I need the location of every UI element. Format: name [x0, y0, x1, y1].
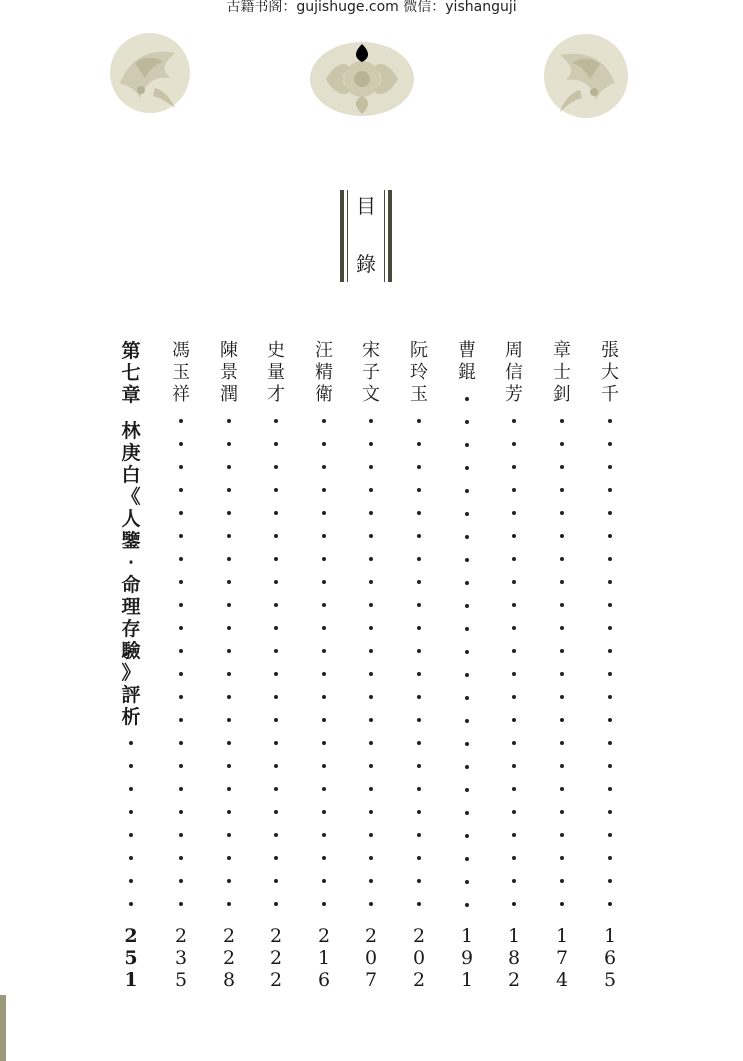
- leader-dot: [369, 626, 373, 630]
- leader-dot: [512, 534, 516, 538]
- phoenix-medallion-icon: [105, 28, 195, 118]
- leader-dot: [369, 603, 373, 607]
- leader-dot: [369, 649, 373, 653]
- leader-dot: [369, 810, 373, 814]
- leader-dot: [227, 856, 231, 860]
- leader-dot: [274, 649, 278, 653]
- toc-title: [340, 190, 392, 282]
- leader-dot: [369, 741, 373, 745]
- leader-dot: [322, 626, 326, 630]
- leader-dots: [597, 410, 623, 916]
- leader-dot: [369, 442, 373, 446]
- toc-entry-title: 曹 錕: [458, 340, 476, 383]
- leader-dot: [417, 902, 421, 906]
- leader-dot: [465, 443, 469, 447]
- leader-dot: [417, 764, 421, 768]
- leader-dot: [274, 856, 278, 860]
- leader-dot: [179, 672, 183, 676]
- leader-dot: [560, 603, 564, 607]
- leader-dot: [512, 810, 516, 814]
- leader-dot: [608, 718, 612, 722]
- leader-dot: [369, 764, 373, 768]
- leader-dot: [608, 833, 612, 837]
- leader-dot: [512, 741, 516, 745]
- leader-dots: [501, 410, 527, 916]
- toc-entry[interactable]: [263, 340, 289, 1000]
- leader-dot: [227, 488, 231, 492]
- leader-dot: [465, 535, 469, 539]
- leader-dot: [179, 649, 183, 653]
- leader-dot: [512, 856, 516, 860]
- leader-dot: [179, 741, 183, 745]
- leader-dot: [560, 741, 564, 745]
- leader-dot: [465, 742, 469, 746]
- toc-page-number: 1 9 1: [460, 925, 474, 991]
- leader-dot: [322, 741, 326, 745]
- leader-dot: [512, 879, 516, 883]
- leader-dot: [465, 489, 469, 493]
- leader-dot: [227, 902, 231, 906]
- leader-dot: [129, 787, 133, 791]
- leader-dot: [322, 672, 326, 676]
- floral-medallion-icon: [306, 38, 418, 120]
- leader-dot: [274, 672, 278, 676]
- leader-dot: [322, 718, 326, 722]
- leader-dot: [369, 465, 373, 469]
- toc-page-number: 2 0 7: [364, 925, 378, 991]
- leader-dot: [417, 442, 421, 446]
- toc-title-char: 錄: [356, 252, 376, 276]
- toc-entry[interactable]: [549, 340, 575, 1000]
- leader-dot: [227, 649, 231, 653]
- leader-dot: [179, 856, 183, 860]
- leader-dot: [369, 511, 373, 515]
- leader-dot: [227, 879, 231, 883]
- leader-dot: [608, 879, 612, 883]
- leader-dot: [227, 833, 231, 837]
- leader-dot: [129, 902, 133, 906]
- leader-dot: [608, 856, 612, 860]
- leader-dot: [512, 718, 516, 722]
- leader-dot: [179, 488, 183, 492]
- leader-dot: [560, 718, 564, 722]
- leader-dot: [369, 580, 373, 584]
- toc-entry-title: 張 大 千: [601, 340, 619, 405]
- leader-dot: [129, 810, 133, 814]
- leader-dot: [322, 488, 326, 492]
- leader-dot: [608, 787, 612, 791]
- leader-dot: [274, 580, 278, 584]
- toc-entry[interactable]: [406, 340, 432, 1000]
- leader-dot: [465, 788, 469, 792]
- leader-dot: [274, 511, 278, 515]
- leader-dots: [216, 410, 242, 916]
- leader-dot: [274, 902, 278, 906]
- leader-dot: [322, 557, 326, 561]
- leader-dot: [560, 649, 564, 653]
- leader-dot: [608, 810, 612, 814]
- toc-entry-title: 汪 精 衛: [315, 340, 333, 405]
- leader-dot: [179, 603, 183, 607]
- leader-dot: [322, 695, 326, 699]
- leader-dot: [465, 673, 469, 677]
- leader-dot: [417, 534, 421, 538]
- leader-dot: [417, 419, 421, 423]
- leader-dot: [369, 718, 373, 722]
- leader-dots: [358, 410, 384, 916]
- leader-dot: [179, 580, 183, 584]
- leader-dots: [118, 732, 144, 916]
- leader-dot: [465, 834, 469, 838]
- toc-entry[interactable]: [501, 340, 527, 1000]
- leader-dot: [179, 718, 183, 722]
- page-edge: [0, 995, 6, 1061]
- leader-dot: [227, 672, 231, 676]
- leader-dot: [369, 557, 373, 561]
- leader-dot: [179, 902, 183, 906]
- leader-dot: [560, 764, 564, 768]
- leader-dot: [417, 488, 421, 492]
- leader-dot: [274, 833, 278, 837]
- leader-dot: [560, 695, 564, 699]
- leader-dot: [179, 511, 183, 515]
- leader-dot: [227, 764, 231, 768]
- leader-dot: [512, 649, 516, 653]
- leader-dot: [369, 488, 373, 492]
- leader-dot: [417, 695, 421, 699]
- leader-dot: [227, 741, 231, 745]
- leader-dot: [512, 580, 516, 584]
- leader-dot: [512, 833, 516, 837]
- leader-dot: [560, 787, 564, 791]
- leader-dot: [322, 534, 326, 538]
- leader-dot: [465, 811, 469, 815]
- leader-dot: [274, 718, 278, 722]
- leader-dot: [179, 879, 183, 883]
- leader-dot: [274, 488, 278, 492]
- leader-dot: [274, 442, 278, 446]
- leader-dot: [512, 626, 516, 630]
- leader-dot: [322, 902, 326, 906]
- toc-title-char: 目: [356, 194, 376, 218]
- leader-dot: [417, 626, 421, 630]
- leader-dot: [417, 718, 421, 722]
- leader-dot: [608, 649, 612, 653]
- leader-dot: [560, 879, 564, 883]
- leader-dot: [322, 465, 326, 469]
- leader-dot: [129, 764, 133, 768]
- leader-dot: [465, 627, 469, 631]
- leader-dot: [227, 580, 231, 584]
- leader-dot: [608, 764, 612, 768]
- leader-dot: [322, 649, 326, 653]
- leader-dot: [179, 833, 183, 837]
- leader-dot: [179, 626, 183, 630]
- leader-dot: [227, 511, 231, 515]
- leader-dot: [560, 534, 564, 538]
- leader-dot: [417, 741, 421, 745]
- phoenix-medallion-icon: [540, 28, 632, 124]
- leader-dot: [129, 879, 133, 883]
- toc-page-number: 2 0 2: [412, 925, 426, 991]
- leader-dot: [608, 580, 612, 584]
- leader-dot: [560, 465, 564, 469]
- watermark-text: 古籍书阁：gujishuge.com 微信：yishanguji: [226, 0, 517, 15]
- leader-dot: [322, 511, 326, 515]
- leader-dot: [322, 764, 326, 768]
- leader-dot: [512, 764, 516, 768]
- leader-dots: [549, 410, 575, 916]
- leader-dot: [274, 465, 278, 469]
- leader-dot: [274, 764, 278, 768]
- leader-dot: [369, 833, 373, 837]
- toc-entry[interactable]: [358, 340, 384, 1000]
- leader-dots: [406, 410, 432, 916]
- leader-dot: [179, 695, 183, 699]
- leader-dot: [560, 810, 564, 814]
- leader-dots: [263, 410, 289, 916]
- leader-dot: [512, 672, 516, 676]
- leader-dot: [227, 534, 231, 538]
- toc-entry[interactable]: [597, 340, 623, 1000]
- leader-dot: [417, 580, 421, 584]
- leader-dot: [465, 512, 469, 516]
- leader-dot: [369, 879, 373, 883]
- toc-page-number: 1 8 2: [507, 925, 521, 991]
- leader-dot: [465, 558, 469, 562]
- leader-dot: [512, 557, 516, 561]
- toc-entry[interactable]: [168, 340, 194, 1000]
- leader-dot: [369, 534, 373, 538]
- leader-dot: [560, 557, 564, 561]
- leader-dot: [608, 695, 612, 699]
- leader-dot: [369, 419, 373, 423]
- leader-dot: [417, 465, 421, 469]
- leader-dot: [512, 695, 516, 699]
- leader-dot: [417, 511, 421, 515]
- leader-dots: [454, 388, 480, 917]
- leader-dot: [274, 879, 278, 883]
- leader-dot: [465, 581, 469, 585]
- toc-entry-title: 阮 玲 玉: [410, 340, 428, 405]
- toc-title-frame: [340, 190, 392, 282]
- toc-entry[interactable]: [454, 340, 480, 1000]
- leader-dot: [179, 442, 183, 446]
- leader-dot: [179, 810, 183, 814]
- leader-dot: [465, 857, 469, 861]
- toc-entry-title: 第 七 章 林 庚 白 《 人 鑒 ‧ 命 理 存 驗 》 評 析: [121, 340, 141, 728]
- toc-page-number: 2 1 6: [317, 925, 331, 991]
- leader-dot: [227, 465, 231, 469]
- leader-dot: [227, 787, 231, 791]
- leader-dot: [369, 856, 373, 860]
- leader-dot: [608, 672, 612, 676]
- toc-page-number: 1 7 4: [555, 925, 569, 991]
- leader-dot: [560, 672, 564, 676]
- leader-dot: [227, 626, 231, 630]
- leader-dot: [179, 419, 183, 423]
- leader-dot: [608, 419, 612, 423]
- leader-dot: [227, 419, 231, 423]
- leader-dot: [179, 787, 183, 791]
- leader-dot: [274, 695, 278, 699]
- toc-entry-title: 史 量 才: [267, 340, 285, 405]
- leader-dot: [608, 442, 612, 446]
- leader-dot: [417, 856, 421, 860]
- leader-dot: [274, 534, 278, 538]
- leader-dot: [512, 511, 516, 515]
- leader-dot: [322, 580, 326, 584]
- leader-dot: [608, 603, 612, 607]
- toc-entry-title: 章 士 釗: [553, 340, 571, 405]
- leader-dot: [322, 879, 326, 883]
- leader-dot: [417, 557, 421, 561]
- leader-dot: [465, 466, 469, 470]
- toc-page-number: 2 2 8: [222, 925, 236, 991]
- leader-dot: [608, 741, 612, 745]
- leader-dot: [274, 419, 278, 423]
- leader-dot: [179, 534, 183, 538]
- leader-dot: [512, 465, 516, 469]
- toc-entry-title: 周 信 芳: [505, 340, 523, 405]
- toc-entry-title: 宋 子 文: [362, 340, 380, 405]
- leader-dot: [417, 879, 421, 883]
- leader-dot: [465, 397, 469, 401]
- toc-page-number: 2 5 1: [124, 925, 138, 991]
- leader-dot: [512, 488, 516, 492]
- leader-dot: [274, 741, 278, 745]
- leader-dot: [227, 442, 231, 446]
- leader-dot: [560, 488, 564, 492]
- leader-dots: [311, 410, 337, 916]
- leader-dot: [560, 626, 564, 630]
- toc-page-number: 2 3 5: [174, 925, 188, 991]
- leader-dot: [322, 442, 326, 446]
- leader-dot: [608, 511, 612, 515]
- leader-dot: [608, 488, 612, 492]
- leader-dot: [274, 626, 278, 630]
- leader-dot: [465, 420, 469, 424]
- leader-dot: [465, 696, 469, 700]
- leader-dot: [465, 650, 469, 654]
- leader-dot: [227, 603, 231, 607]
- leader-dot: [274, 557, 278, 561]
- leader-dot: [417, 649, 421, 653]
- toc-page-number: 2 2 2: [269, 925, 283, 991]
- leader-dot: [465, 719, 469, 723]
- leader-dot: [560, 580, 564, 584]
- leader-dot: [465, 765, 469, 769]
- leader-dot: [322, 787, 326, 791]
- leader-dot: [608, 902, 612, 906]
- toc-entry-title: 陳 景 潤: [220, 340, 238, 405]
- leader-dot: [417, 787, 421, 791]
- leader-dot: [560, 902, 564, 906]
- leader-dot: [465, 604, 469, 608]
- leader-dot: [512, 902, 516, 906]
- leader-dot: [608, 557, 612, 561]
- leader-dot: [608, 534, 612, 538]
- leader-dot: [417, 603, 421, 607]
- leader-dot: [129, 856, 133, 860]
- leader-dot: [512, 419, 516, 423]
- leader-dot: [227, 810, 231, 814]
- leader-dot: [417, 810, 421, 814]
- leader-dot: [560, 833, 564, 837]
- leader-dot: [560, 511, 564, 515]
- leader-dot: [417, 672, 421, 676]
- leader-dot: [608, 626, 612, 630]
- leader-dot: [129, 833, 133, 837]
- toc-entry[interactable]: [216, 340, 242, 1000]
- leader-dot: [465, 880, 469, 884]
- leader-dot: [560, 442, 564, 446]
- leader-dot: [227, 695, 231, 699]
- toc-page-number: 1 6 5: [603, 925, 617, 991]
- leader-dot: [560, 856, 564, 860]
- leader-dot: [179, 557, 183, 561]
- leader-dot: [274, 603, 278, 607]
- leader-dot: [417, 833, 421, 837]
- leader-dot: [369, 695, 373, 699]
- leader-dot: [179, 465, 183, 469]
- leader-dots: [168, 410, 194, 916]
- leader-dot: [512, 787, 516, 791]
- leader-dot: [560, 419, 564, 423]
- leader-dot: [129, 741, 133, 745]
- toc-entry[interactable]: [311, 340, 337, 1000]
- toc-entry-title: 馮 玉 祥: [172, 340, 190, 405]
- leader-dot: [369, 787, 373, 791]
- leader-dot: [274, 787, 278, 791]
- leader-dot: [512, 603, 516, 607]
- leader-dot: [227, 557, 231, 561]
- leader-dot: [608, 465, 612, 469]
- leader-dot: [274, 810, 278, 814]
- leader-dot: [322, 833, 326, 837]
- leader-dot: [322, 810, 326, 814]
- leader-dot: [369, 902, 373, 906]
- leader-dot: [322, 603, 326, 607]
- leader-dot: [227, 718, 231, 722]
- leader-dot: [369, 672, 373, 676]
- leader-dot: [179, 764, 183, 768]
- leader-dot: [322, 419, 326, 423]
- leader-dot: [512, 442, 516, 446]
- toc-entry[interactable]: [118, 340, 144, 1000]
- leader-dot: [465, 903, 469, 907]
- leader-dot: [322, 856, 326, 860]
